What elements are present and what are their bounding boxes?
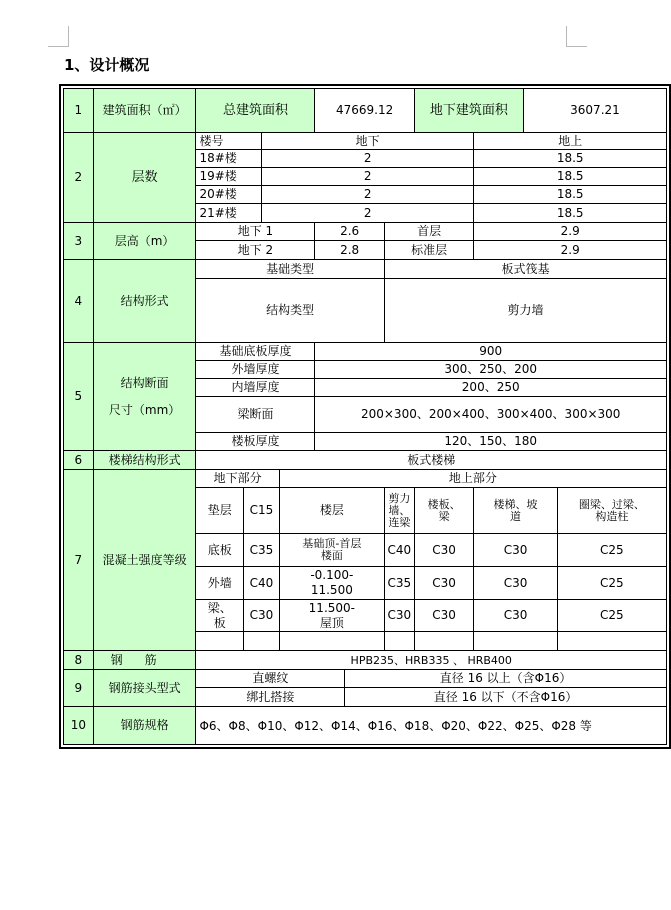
- joint-type: 直螺纹: [196, 670, 345, 688]
- concrete-grade-label: 混凝土强度等级: [93, 470, 196, 651]
- aboveground-part-header: 地上部分: [279, 470, 666, 488]
- basement2-value: 2.8: [315, 241, 384, 260]
- section-item-name: 基础底板厚度: [196, 343, 315, 361]
- structure-type-value: 剪力墙: [384, 279, 666, 343]
- building-no: 19#楼: [196, 168, 261, 186]
- slab-beam-grade: C30: [414, 567, 474, 600]
- empty-cell: [279, 632, 384, 651]
- stair-ramp-header: [474, 488, 557, 534]
- floors-above-value: 18.5: [474, 186, 667, 204]
- floor-range: [279, 534, 384, 567]
- section-item-value: 300、250、200: [315, 361, 667, 379]
- floors-under-value: 2: [261, 168, 473, 186]
- page-corner-mark-left: [48, 26, 69, 47]
- floors-under-value: 2: [261, 150, 473, 168]
- slab-beam-header-text: 楼板、梁: [427, 497, 461, 523]
- floors-above-header: 地上: [474, 133, 667, 150]
- underground-area-value: 3607.21: [523, 89, 666, 133]
- part-label: [196, 600, 244, 632]
- empty-cell: [196, 632, 244, 651]
- row-number: 2: [64, 133, 94, 223]
- underground-part-header: 地下部分: [196, 470, 279, 488]
- part-label-text: 梁、板: [207, 600, 232, 630]
- shear-wall-grade: C35: [384, 567, 414, 600]
- section-item-name: 梁断面: [196, 397, 315, 433]
- floors-under-value: 2: [261, 204, 473, 223]
- shear-wall-grade: C30: [384, 600, 414, 632]
- section-heading: 1、设计概况: [64, 56, 150, 74]
- section-item-value: 200×300、200×400、300×400、300×300: [315, 397, 667, 433]
- cushion-grade: C15: [244, 488, 280, 534]
- joint-range: 直径 16 以下（不含Φ16）: [345, 688, 667, 707]
- part-grade: C35: [244, 534, 280, 567]
- joint-type: 绑扎搭接: [196, 688, 345, 707]
- section-item-value: 120、150、180: [315, 433, 667, 451]
- building-area-label: 建筑面积（㎡）: [93, 89, 196, 133]
- section-item-value: 900: [315, 343, 667, 361]
- floors-above-value: 18.5: [474, 204, 667, 223]
- foundation-type-value: 板式筏基: [384, 260, 666, 279]
- row-number: 5: [64, 343, 94, 451]
- empty-cell: [244, 632, 280, 651]
- floors-label: 层数: [93, 133, 196, 223]
- section-size-label-line1: 结构断面: [120, 375, 169, 390]
- stair-structure-label: 楼梯结构形式: [93, 451, 196, 470]
- ring-beam-grade: C25: [557, 534, 666, 567]
- basement1-value: 2.6: [315, 223, 384, 241]
- stair-ramp-grade: C30: [474, 534, 557, 567]
- floors-above-value: 18.5: [474, 150, 667, 168]
- floors-above-value: 18.5: [474, 168, 667, 186]
- row-number: 1: [64, 89, 94, 133]
- section-item-name: 内墙厚度: [196, 379, 315, 397]
- section-size-label: [93, 343, 196, 451]
- section-item-value: 200、250: [315, 379, 667, 397]
- structure-form-label: 结构形式: [93, 260, 196, 343]
- page-corner-mark-right: [566, 26, 587, 47]
- rebar-value: HPB235、HRB335 、 HRB400: [196, 651, 667, 670]
- shear-wall-grade: C40: [384, 534, 414, 567]
- row-number: 7: [64, 470, 94, 651]
- floors-under-value: 2: [261, 186, 473, 204]
- basement2-label: 地下 2: [196, 241, 315, 260]
- standard-floor-label: 标准层: [384, 241, 474, 260]
- part-label: 外墙: [196, 567, 244, 600]
- section-item-name: 外墙厚度: [196, 361, 315, 379]
- stair-ramp-grade: C30: [474, 567, 557, 600]
- first-floor-label: 首层: [384, 223, 474, 241]
- first-floor-value: 2.9: [474, 223, 667, 241]
- building-no: 20#楼: [196, 186, 261, 204]
- row-number: 9: [64, 670, 94, 707]
- shear-wall-header: [384, 488, 414, 534]
- rebar-label: 钢筋: [93, 651, 196, 670]
- part-label: 底板: [196, 534, 244, 567]
- stair-structure-value: 板式楼梯: [196, 451, 667, 470]
- floor-height-label: 层高（m）: [93, 223, 196, 260]
- total-area-label: 总建筑面积: [196, 89, 315, 133]
- underground-area-label: 地下建筑面积: [414, 89, 523, 133]
- structure-type-label: 结构类型: [196, 279, 384, 343]
- ring-beam-grade: C25: [557, 600, 666, 632]
- cushion-label: 垫层: [196, 488, 244, 534]
- part-grade: C40: [244, 567, 280, 600]
- building-no: 18#楼: [196, 150, 261, 168]
- stair-ramp-grade: C30: [474, 600, 557, 632]
- basement1-label: 地下 1: [196, 223, 315, 241]
- row-number: 10: [64, 707, 94, 745]
- design-overview-table: [59, 84, 671, 749]
- building-no: 21#楼: [196, 204, 261, 223]
- empty-cell: [414, 632, 474, 651]
- section-size-label-line2: 尺寸（mm）: [108, 402, 181, 417]
- slab-beam-grade: C30: [414, 600, 474, 632]
- part-grade: C30: [244, 600, 280, 632]
- empty-cell: [384, 632, 414, 651]
- row-number: 3: [64, 223, 94, 260]
- slab-beam-grade: C30: [414, 534, 474, 567]
- total-area-value: 47669.12: [315, 89, 414, 133]
- floor-range-text: 11.500-屋顶: [308, 600, 355, 630]
- rebar-spec-label: 钢筋规格: [93, 707, 196, 745]
- ring-beam-grade: C25: [557, 567, 666, 600]
- building-no-header: 楼号: [196, 133, 261, 150]
- stair-ramp-header-text: 楼梯、坡道: [493, 497, 538, 523]
- slab-beam-header: [414, 488, 474, 534]
- floor-range-text: -0.100-11.500: [310, 568, 354, 597]
- rebar-joint-label: 钢筋接头型式: [93, 670, 196, 707]
- floor-range-text: 基础顶-首层楼面: [302, 537, 362, 562]
- empty-cell: [474, 632, 557, 651]
- row-number: 6: [64, 451, 94, 470]
- floor-range: [279, 600, 384, 632]
- ring-beam-header: [557, 488, 666, 534]
- floor-range-header: 楼层: [279, 488, 384, 534]
- empty-cell: [557, 632, 666, 651]
- row-number: 4: [64, 260, 94, 343]
- floors-under-header: 地下: [261, 133, 473, 150]
- ring-beam-header-text: 圈梁、过梁、构造柱: [578, 497, 645, 523]
- floor-range: [279, 567, 384, 600]
- shear-wall-header-text: 剪力墙、连梁: [388, 491, 411, 529]
- rebar-spec-value: Φ6、Φ8、Φ10、Φ12、Φ14、Φ16、Φ18、Φ20、Φ22、Φ25、Φ28 等: [196, 707, 667, 745]
- row-number: 8: [64, 651, 94, 670]
- standard-floor-value: 2.9: [474, 241, 667, 260]
- joint-range: 直径 16 以上（含Φ16）: [345, 670, 667, 688]
- foundation-type-label: 基础类型: [196, 260, 384, 279]
- section-item-name: 楼板厚度: [196, 433, 315, 451]
